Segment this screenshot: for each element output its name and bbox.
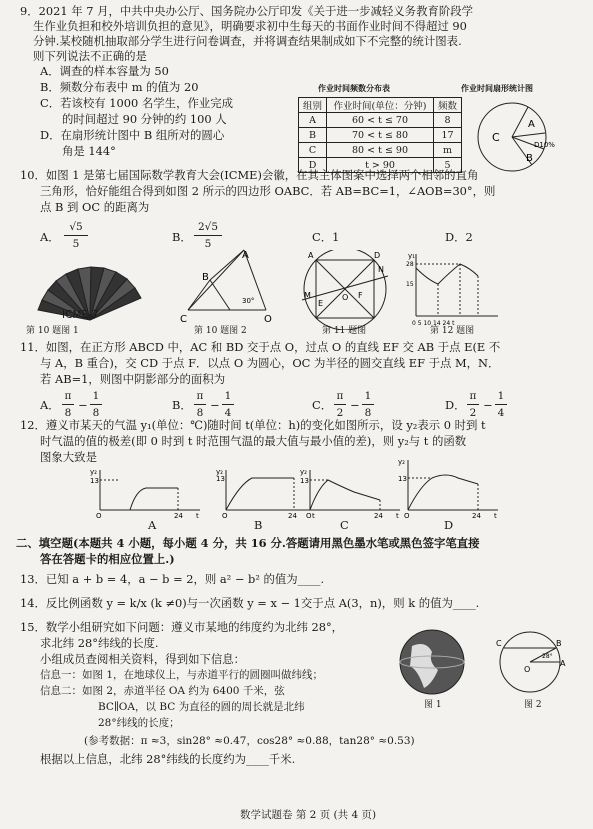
fraction-bar	[62, 404, 74, 405]
q15-info-1: 信息一：如图 1，在地球仪上，与赤道平行的圆圈叫做纬线；	[40, 669, 324, 681]
caption-q10-fig2: 第 10 题图 2	[194, 326, 247, 336]
table-header-row	[299, 98, 462, 113]
table-cell: 60 < t ≤ 70	[327, 113, 434, 128]
svg-text:O: O	[524, 665, 531, 674]
pie-divider	[512, 107, 528, 137]
svg-text:24: 24	[374, 512, 383, 520]
table-row	[299, 143, 462, 158]
fraction-denominator: 2	[336, 407, 344, 419]
q12-graph-d	[398, 456, 508, 520]
table-header: 组别	[299, 98, 327, 113]
fraction-bar	[194, 235, 222, 236]
fraction-bar	[495, 404, 507, 405]
minus-sign: −	[483, 398, 493, 412]
q15-info-2-cont: BC∥OA，以 BC 为直径的圆的周长就是北纬	[98, 701, 305, 713]
caption-q12: 第 12 题图	[430, 326, 475, 336]
svg-text:A: A	[560, 659, 566, 668]
q11-line-3: 若 AB=1，则图中阴影部分的面积为	[40, 372, 226, 386]
svg-text:30°: 30°	[242, 297, 255, 305]
q12-graph-c	[300, 466, 410, 520]
svg-text:O: O	[404, 512, 410, 520]
q10-line-1: 10．如图 1 是第七届国际数学教育大会(ICME)会徽，在其主体图案中选择两个相邻的直角	[20, 168, 479, 182]
table-row	[299, 128, 462, 143]
table-header: 频数	[434, 98, 462, 113]
q9-option-d: D．在扇形统计图中 B 组所对的圆心	[40, 128, 225, 142]
q13-text: 13．已知 a + b = 4，a − b = 2，则 a² − b² 的值为____.	[20, 572, 325, 586]
pie-chart-title: 作业时间扇形统计图	[461, 83, 533, 93]
q10-option-d: D．2	[445, 230, 473, 244]
q10-b-numerator: 2√5	[197, 221, 219, 233]
q11-option-label: A．	[40, 398, 60, 412]
svg-text:A: A	[242, 250, 249, 261]
frequency-table	[298, 97, 462, 173]
q15-line-2: 求北纬 28°纬线的长度.	[40, 636, 159, 650]
fraction-numerator: π	[469, 390, 477, 402]
fraction-denominator: 4	[497, 407, 505, 419]
freq-table-title: 作业时间频数分布表	[318, 83, 390, 93]
q12-option-a: A	[148, 518, 157, 532]
q12-option-b: B	[254, 518, 263, 532]
table-cell: 80 < t ≤ 90	[327, 143, 434, 158]
q12-line-2: 时气温的值的极差(即 0 时到 t 时范围气温的最大值与最小值的差)，则 y₂与 t 的函数	[40, 434, 467, 448]
fraction-denominator: 2	[469, 407, 477, 419]
q10-option-c: C．1	[312, 230, 340, 244]
q12-line-1: 12．遵义市某天的气温 y₁(单位：℃)随时间 t(单位：h)的变化如图所示，设 y₂表示 0 时到 t	[20, 418, 486, 432]
svg-text:15: 15	[406, 281, 414, 288]
fig1-caption: 图 1	[424, 700, 442, 710]
pie-label-c: C	[492, 131, 500, 144]
svg-text:M: M	[304, 291, 311, 300]
fraction-denominator: 8	[92, 407, 100, 419]
q9-line-2: 生作业负担和校外培训负担的意见》，明确要求初中生每天的书面作业时间不得超过 90	[33, 19, 467, 33]
q11-line-2: 与 A，B 重合)，交 CD 于点 F．以点 O 为圆心，OC 为半径的圆交直线 EF 于点 M，N．	[40, 356, 500, 370]
q9-option-c-cont: 的时间超过 90 分钟的约 100 人	[62, 112, 227, 126]
q9-option-a: A．调查的样本容量为 50	[40, 64, 169, 78]
globe-icon	[400, 630, 464, 694]
fraction-bar	[194, 404, 206, 405]
q15-question: 根据以上信息，北纬 28°纬线的长度约为____千米.	[40, 752, 296, 766]
table-header: 作业时间(单位：分钟)	[327, 98, 434, 113]
table-cell: B	[299, 128, 327, 143]
svg-text:24: 24	[174, 512, 183, 520]
fraction-numerator: 1	[92, 390, 100, 402]
minus-sign: −	[350, 398, 360, 412]
q9-line-3: 分钟.某校随机抽取部分学生进行问卷调查，并将调查结果制成如下不完整的统计图表.	[33, 34, 462, 48]
svg-text:F: F	[358, 291, 363, 300]
q12-graph-a	[90, 466, 210, 520]
svg-text:D: D	[374, 251, 381, 260]
section-two-heading: 二、填空题(本题共 4 小题，每小题 4 分，共 16 分.答题请用黑色墨水笔或黑色签字笔直接	[16, 536, 480, 550]
svg-text:13: 13	[90, 477, 99, 485]
svg-text:B: B	[556, 639, 562, 648]
q15-info-2-cont2: 28°纬线的长度；	[98, 717, 180, 729]
fraction-numerator: π	[196, 390, 204, 402]
fraction-numerator: π	[336, 390, 344, 402]
svg-text:O: O	[222, 512, 228, 520]
svg-text:O: O	[342, 293, 349, 302]
fraction-bar	[90, 404, 102, 405]
fraction-bar	[362, 404, 374, 405]
fraction-denominator: 4	[224, 407, 232, 419]
q10-option-b: B．	[172, 230, 192, 244]
svg-text:13: 13	[398, 475, 407, 483]
fraction-bar	[222, 404, 234, 405]
square-circle-figure	[298, 250, 398, 330]
pie-label-d: D10%	[534, 141, 555, 149]
table-cell: C	[299, 143, 327, 158]
table-cell: A	[299, 113, 327, 128]
circle-chord-figure	[490, 628, 574, 698]
q9-line-1: 9．2021 年 7 月，中共中央办公厅、国务院办公厅印发《关于进一步减轻义务教育阶段学	[20, 4, 474, 18]
svg-text:A: A	[308, 251, 314, 260]
svg-text:N: N	[378, 265, 384, 274]
table-cell: 5	[434, 158, 462, 173]
table-cell: t > 90	[327, 158, 434, 173]
q10-a-numerator: √5	[69, 221, 83, 233]
svg-text:t: t	[196, 512, 199, 520]
q10-b-denominator: 5	[204, 238, 212, 250]
svg-text:24: 24	[288, 512, 297, 520]
page-footer: 数学试题卷 第 2 页 (共 4 页)	[240, 809, 377, 821]
q10-line-3: 点 B 到 OC 的距离为	[40, 200, 150, 214]
table-cell: D	[299, 158, 327, 173]
svg-text:y₂: y₂	[90, 468, 97, 476]
table-cell: 8	[434, 113, 462, 128]
fraction-bar	[64, 235, 88, 236]
q12-line-3: 图象大致是	[40, 450, 97, 464]
q11-option-label: C．	[312, 398, 333, 412]
q9-option-d-cont: 角是 144°	[62, 144, 116, 158]
svg-text:28: 28	[406, 261, 414, 268]
pie-label-b: B	[526, 153, 533, 164]
q11-option-label: D．	[445, 398, 466, 412]
q12-option-c: C	[340, 518, 349, 532]
q9-option-c: C．若该校有 1000 名学生，作业完成	[40, 96, 234, 110]
q10-line-2: 三角形，恰好能组合得到如图 2 所示的四边形 OABC．若 AB=BC=1，∠AOB=30°，则	[40, 184, 496, 198]
fraction-numerator: 1	[364, 390, 372, 402]
svg-text:t: t	[494, 512, 497, 520]
globe-figure	[392, 626, 472, 698]
svg-text:13: 13	[300, 477, 309, 485]
fraction-denominator: 8	[196, 407, 204, 419]
fraction-denominator: 8	[64, 407, 72, 419]
svg-text:24: 24	[472, 512, 481, 520]
quadrilateral-oabc-figure	[180, 248, 280, 328]
fraction-bar	[467, 404, 479, 405]
q11-line-1: 11．如图，在正方形 ABCD 中，AC 和 BD 交于点 O，过点 O 的直线 EF 交 AB 于点 E(E 不	[20, 340, 501, 354]
fig2-caption: 图 2	[524, 700, 542, 710]
table-cell: m	[434, 143, 462, 158]
q12-option-d: D	[444, 518, 454, 532]
q10-option-a: A．	[40, 230, 60, 244]
q10-a-denominator: 5	[72, 238, 80, 250]
fraction-numerator: π	[64, 390, 72, 402]
caption-q11: 第 11 题图	[322, 326, 367, 336]
svg-text:0 5 10 14 24 t: 0 5 10 14 24 t	[412, 320, 455, 327]
table-cell: 70 < t ≤ 80	[327, 128, 434, 143]
table-row	[299, 113, 462, 128]
svg-text:O: O	[264, 314, 272, 325]
section-two-heading-cont: 答在答题卡的相应位置上.)	[40, 552, 175, 566]
q15-line-1: 15．数学小组研究如下问题：遵义市某地的纬度约为北纬 28°，	[20, 620, 344, 634]
pie-divider	[512, 133, 545, 137]
svg-text:C: C	[180, 314, 187, 325]
pie-label-a: A	[528, 119, 535, 130]
icme-logo-text: ICME-7	[62, 309, 99, 321]
pie-chart	[470, 97, 560, 177]
q9-line-4: 则下列说法不正确的是	[33, 49, 147, 63]
svg-text:t: t	[312, 512, 315, 520]
fraction-numerator: 1	[224, 390, 232, 402]
fraction-bar	[334, 404, 346, 405]
caption-q10-fig1: 第 10 题图 1	[26, 326, 79, 336]
temperature-graph-figure	[406, 250, 506, 330]
svg-text:y₂: y₂	[216, 468, 223, 476]
svg-text:C: C	[496, 639, 502, 648]
svg-text:28°: 28°	[542, 653, 553, 660]
svg-text:13: 13	[216, 475, 225, 483]
svg-text:O: O	[96, 512, 102, 520]
svg-text:B: B	[202, 272, 209, 283]
fraction-denominator: 8	[364, 407, 372, 419]
svg-text:E: E	[318, 299, 324, 308]
table-cell: 17	[434, 128, 462, 143]
minus-sign: −	[78, 398, 88, 412]
q11-option-label: B．	[172, 398, 192, 412]
q15-info-2: 信息二：如图 2，赤道半径 OA 约为 6400 千米，弦	[40, 685, 285, 697]
fraction-numerator: 1	[497, 390, 505, 402]
minus-sign: −	[210, 398, 220, 412]
svg-text:y₂: y₂	[300, 468, 307, 476]
q15-reference-data: (参考数据：π ≈3，sin28° ≈0.47，cos28° ≈0.88，tan28° ≈0.53)	[84, 735, 415, 747]
svg-text:y₂: y₂	[398, 458, 405, 466]
q9-option-b: B．频数分布表中 m 的值为 20	[40, 80, 199, 94]
svg-text:t: t	[396, 512, 399, 520]
svg-text:y₁: y₁	[408, 252, 415, 260]
q14-text: 14．反比例函数 y = k/x (k ≠0)与一次函数 y = x − 1交于点 A(3，n)，则 k 的值为____.	[20, 596, 480, 610]
svg-text:O: O	[306, 512, 312, 520]
q15-line-3: 小组成员查阅相关资料，得到如下信息：	[40, 652, 246, 666]
